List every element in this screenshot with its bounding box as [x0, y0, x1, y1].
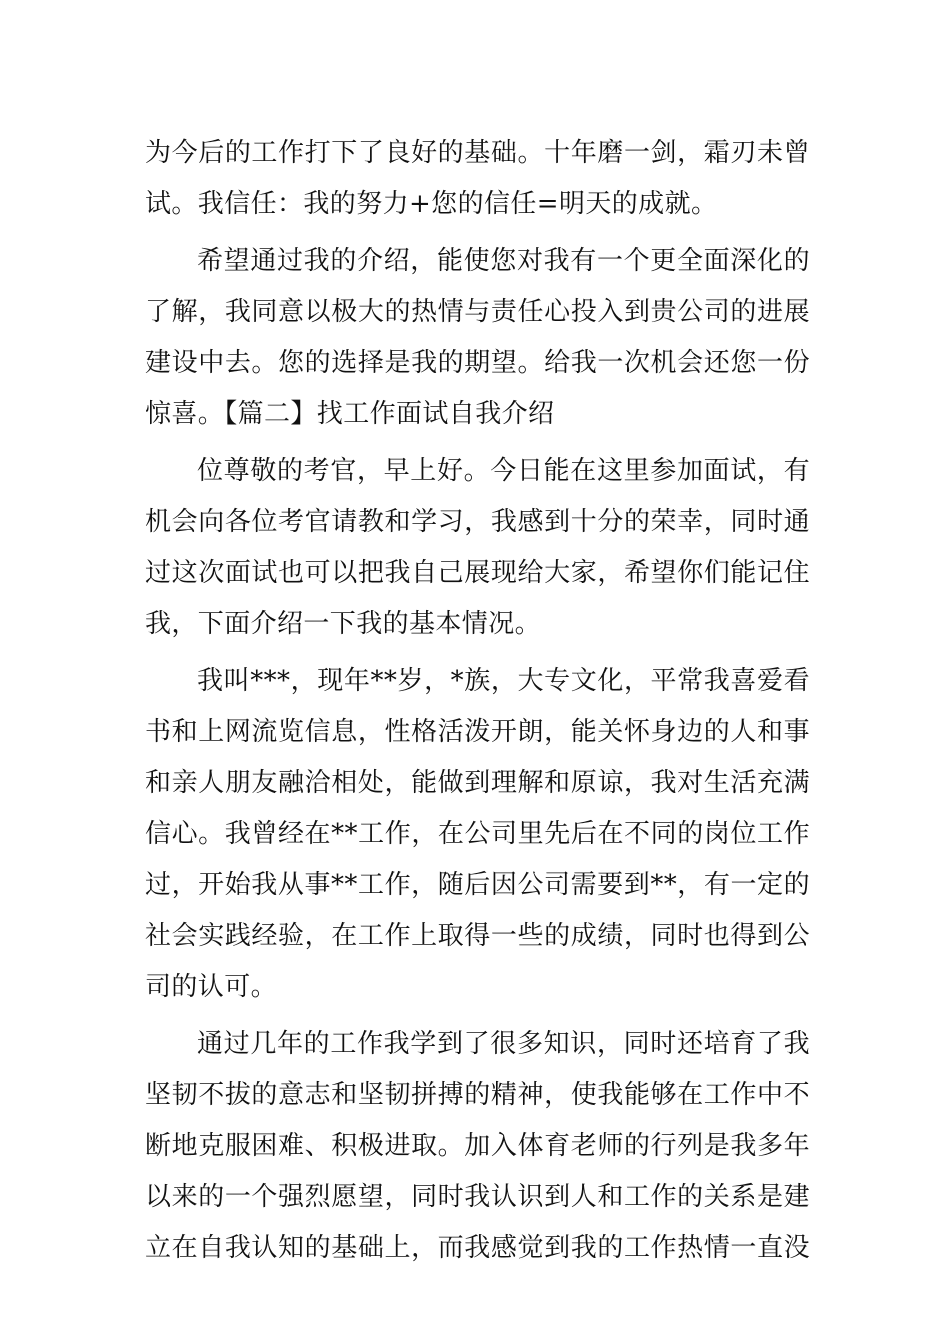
text-line: 我，下面介绍一下我的基本情况。 [145, 609, 542, 639]
text-line: 书和上网流览信息，性格活泼开朗，能关怀身边的人和事 [145, 717, 810, 747]
text-line: 过这次面试也可以把我自己展现给大家，希望你们能记住 [145, 558, 810, 588]
text-line: 司的认可。 [145, 972, 278, 1002]
text-line: 我叫***，现年**岁，*族，大专文化，平常我喜爱看 [197, 666, 810, 696]
text-line: 惊喜。【篇二】找工作面试自我介绍 [145, 399, 555, 429]
text-line: 希望通过我的介绍，能使您对我有一个更全面深化的 [197, 246, 810, 276]
text-line: 断地克服困难、积极进取。加入体育老师的行列是我多年 [145, 1131, 810, 1161]
document-body [145, 128, 810, 1274]
text-line: 和亲人朋友融洽相处，能做到理解和原谅，我对生活充满 [145, 768, 810, 798]
text-line: 以来的一个强烈愿望，同时我认识到人和工作的关系是建 [145, 1182, 810, 1212]
text-line: 位尊敬的考官，早上好。今日能在这里参加面试，有 [197, 456, 810, 486]
text-line: 建设中去。您的选择是我的期望。给我一次机会还您一份 [145, 348, 810, 378]
text-line: 了解，我同意以极大的热情与责任心投入到贵公司的进展 [145, 297, 810, 327]
text-line: 信心。我曾经在**工作，在公司里先后在不同的岗位工作 [145, 819, 810, 849]
text-line: 试。我信任：我的努力+您的信任=明天的成就。 [145, 189, 718, 219]
text-line: 通过几年的工作我学到了很多知识，同时还培育了我 [197, 1029, 810, 1059]
text-line: 立在自我认知的基础上，而我感觉到我的工作热情一直没 [145, 1233, 810, 1263]
text-line: 坚韧不拔的意志和坚韧拼搏的精神，使我能够在工作中不 [145, 1080, 810, 1110]
text-line: 为今后的工作打下了良好的基础。十年磨一剑，霜刃未曾 [145, 138, 810, 168]
text-line: 过，开始我从事**工作，随后因公司需要到**，有一定的 [145, 870, 810, 900]
text-line: 社会实践经验，在工作上取得一些的成绩，同时也得到公 [145, 921, 810, 951]
text-line: 机会向各位考官请教和学习，我感到十分的荣幸，同时通 [145, 507, 810, 537]
